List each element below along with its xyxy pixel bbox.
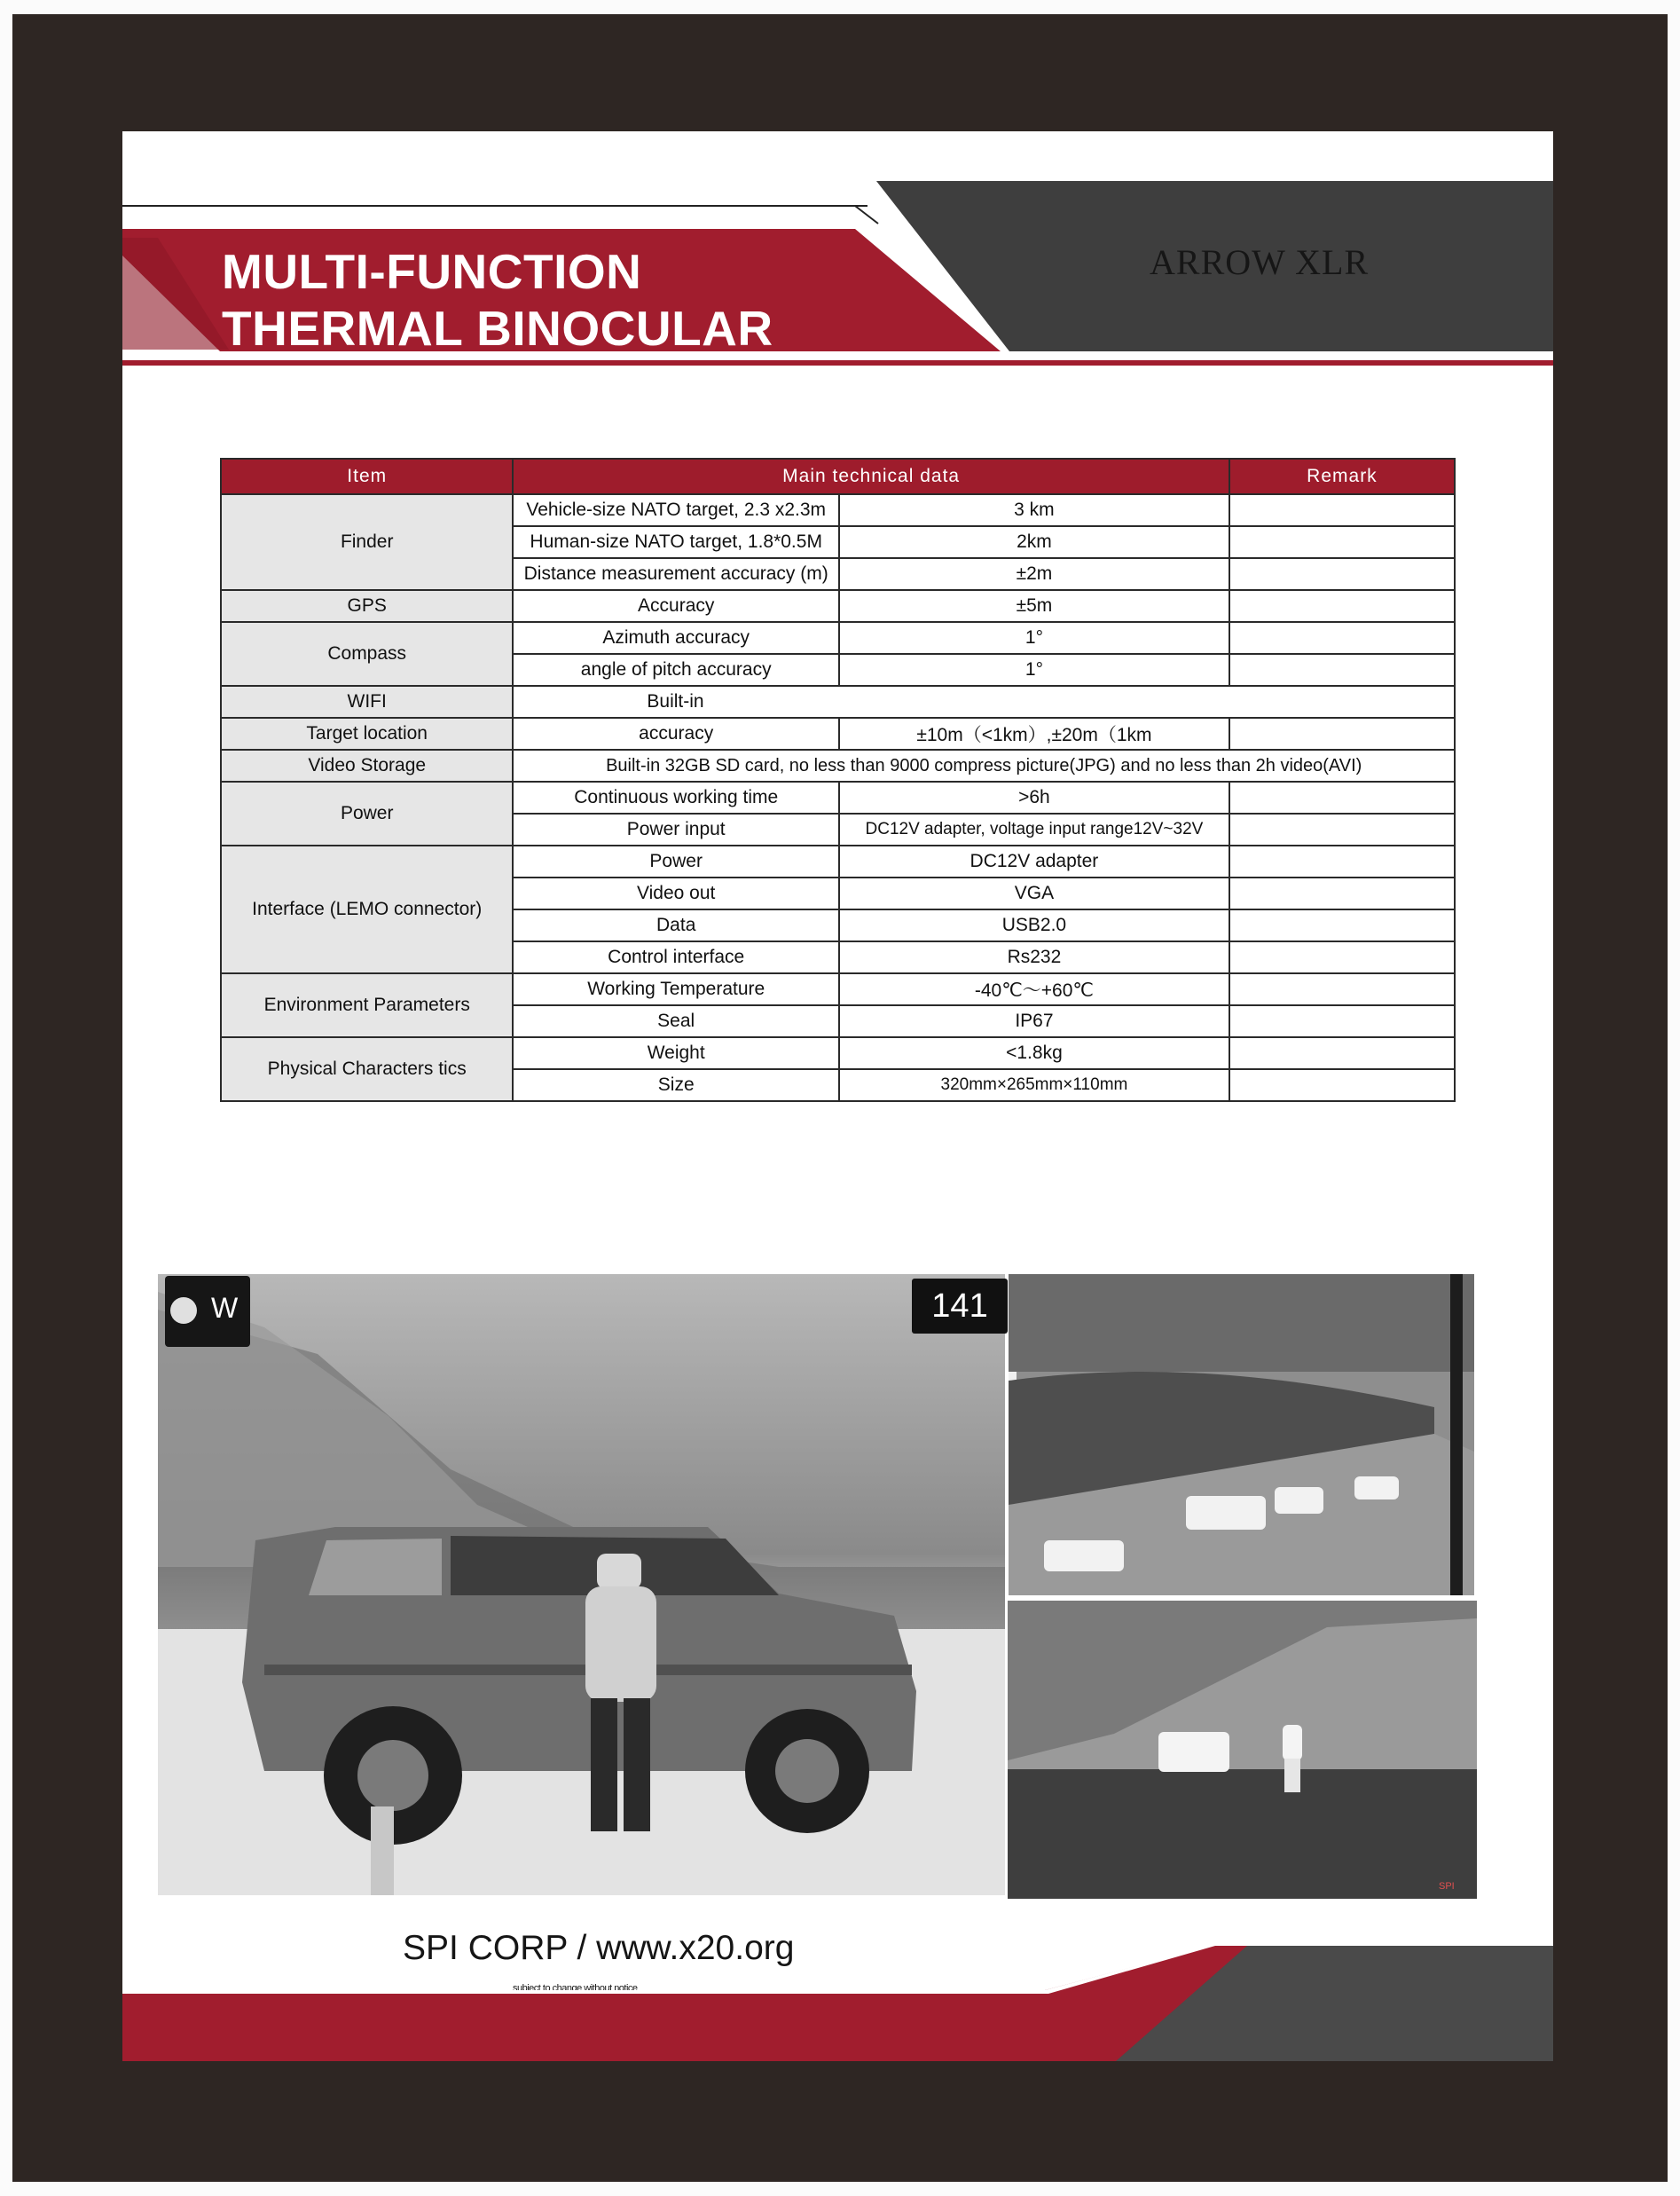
spec-value: >6h [839, 782, 1229, 814]
disclaimer-note: subject to change without notice [513, 1983, 638, 1994]
spec-value: VGA [839, 878, 1229, 909]
table-row [221, 782, 1455, 814]
spec-value: Built-in 32GB SD card, no less than 9000 compress picture(JPG) and no less than 2h video(AVI) [513, 750, 1455, 782]
remark-cell [1229, 654, 1455, 686]
table-row [221, 622, 1455, 654]
spec-label: Data [513, 909, 839, 941]
remark-cell [1229, 846, 1455, 878]
header-main: Main technical data [513, 459, 1229, 494]
spec-label: Working Temperature [513, 973, 839, 1005]
spec-label: Continuous working time [513, 782, 839, 814]
footer-banner [122, 1946, 1553, 2061]
spec-value: ±5m [839, 590, 1229, 622]
spec-label: Power [513, 846, 839, 878]
spec-value: ±10m（<1km）,±20m（1km [839, 718, 1229, 750]
spec-label: Weight [513, 1037, 839, 1069]
compass-overlay [165, 1276, 250, 1347]
spec-label: Size [513, 1069, 839, 1101]
header-remark: Remark [1229, 459, 1455, 494]
category-power: Power [221, 782, 513, 846]
category-target-location: Target location [221, 718, 513, 750]
remark-cell [1229, 1069, 1455, 1101]
remark-cell [1229, 718, 1455, 750]
table-header-row [221, 459, 1455, 494]
remark-cell [1229, 622, 1455, 654]
category-video-storage: Video Storage [221, 750, 513, 782]
category-physical: Physical Characters tics [221, 1037, 513, 1101]
category-finder: Finder [221, 494, 513, 590]
spec-value: 2km [839, 526, 1229, 558]
remark-cell [1229, 973, 1455, 1005]
spec-label: Video out [513, 878, 839, 909]
table-row [221, 718, 1455, 750]
table-row [221, 590, 1455, 622]
remark-cell [1229, 941, 1455, 973]
title-line-2: THERMAL BINOCULAR [222, 301, 773, 356]
watermark: SPI [1439, 1881, 1455, 1892]
spec-label: Power input [513, 814, 839, 846]
spec-table [220, 458, 1456, 1102]
spec-label: Control interface [513, 941, 839, 973]
remark-cell [1229, 782, 1455, 814]
remark-cell [1229, 1005, 1455, 1037]
thermal-image-suv [158, 1274, 1005, 1895]
remark-cell [1229, 909, 1455, 941]
table-row [221, 686, 1455, 718]
spec-value: 1° [839, 654, 1229, 686]
spec-value: ±2m [839, 558, 1229, 590]
category-interface: Interface (LEMO connector) [221, 846, 513, 973]
category-gps: GPS [221, 590, 513, 622]
spec-value: IP67 [839, 1005, 1229, 1037]
frame-counter: 141 [912, 1279, 1008, 1334]
model-name: ARROW XLR [1150, 242, 1370, 282]
table-row [221, 846, 1455, 878]
spec-label: accuracy [513, 718, 839, 750]
category-wifi: WIFI [221, 686, 513, 718]
title-line-1: MULTI-FUNCTION [222, 244, 642, 299]
spec-label: Seal [513, 1005, 839, 1037]
product-title [222, 243, 773, 357]
remark-cell [1229, 590, 1455, 622]
category-environment: Environment Parameters [221, 973, 513, 1037]
spec-value: Rs232 [839, 941, 1229, 973]
remark-cell [1229, 878, 1455, 909]
thermal-image-vehicles [1009, 1274, 1474, 1595]
spec-value: USB2.0 [839, 909, 1229, 941]
header-item: Item [221, 459, 513, 494]
table-row [221, 973, 1455, 1005]
spec-value: Built-in [513, 686, 1455, 718]
compass-direction: W [211, 1292, 239, 1324]
spec-value: 3 km [839, 494, 1229, 526]
remark-cell [1229, 494, 1455, 526]
remark-cell [1229, 814, 1455, 846]
datasheet-page [122, 131, 1553, 2061]
spec-value: 1° [839, 622, 1229, 654]
compass-icon [170, 1297, 197, 1324]
company-website: SPI CORP / www.x20.org [403, 1929, 795, 1967]
spec-value: DC12V adapter [839, 846, 1229, 878]
spec-label: Distance measurement accuracy (m) [513, 558, 839, 590]
spec-label: Human-size NATO target, 1.8*0.5M [513, 526, 839, 558]
table-row [221, 750, 1455, 782]
remark-cell [1229, 1037, 1455, 1069]
spec-label: angle of pitch accuracy [513, 654, 839, 686]
spec-value: -40℃～+60℃ [839, 973, 1229, 1005]
category-compass: Compass [221, 622, 513, 686]
thermal-image-field [1008, 1601, 1477, 1899]
spec-value: 320mm×265mm×110mm [839, 1069, 1229, 1101]
table-row [221, 1037, 1455, 1069]
spec-label: Accuracy [513, 590, 839, 622]
remark-cell [1229, 558, 1455, 590]
remark-cell [1229, 526, 1455, 558]
spec-label: Azimuth accuracy [513, 622, 839, 654]
spec-label: Vehicle-size NATO target, 2.3 x2.3m [513, 494, 839, 526]
spec-value: DC12V adapter, voltage input range12V~32V [839, 814, 1229, 846]
spec-value: <1.8kg [839, 1037, 1229, 1069]
table-row [221, 494, 1455, 526]
